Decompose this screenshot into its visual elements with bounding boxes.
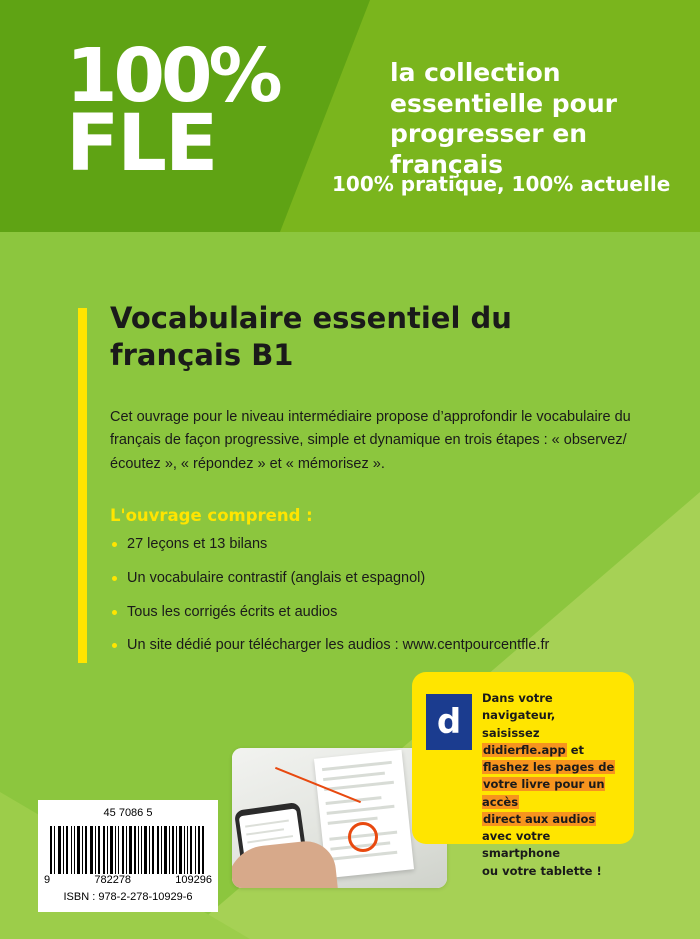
list-item: Tous les corrigés écrits et audios [112,602,652,624]
audio-access-callout [412,672,634,878]
callout-line-6: avec votre smartphone [482,829,561,861]
callout-line-1: Dans votre navigateur, [482,691,556,723]
header-subtitle: 100% pratique, 100% actuelle [332,172,671,196]
barcode-block [38,800,218,912]
list-item: 27 leçons et 13 bilans [112,534,652,556]
callout-line-4: votre livre pour un accès [482,777,605,809]
yellow-accent-bar [78,308,87,663]
isbn-text: ISBN : 978-2-278-10929-6 [63,891,193,903]
list-item: Un site dédié pour télécharger les audios : www.centpourcentfle.fr [112,635,652,657]
book-description: Cet ouvrage pour le niveau intermédiaire propose d’approfondir le vocabulaire du français de façon progressive, simple et dynamique en trois étapes : « observez/écoutez », « répondez » et « mémorisez ». [110,409,631,472]
barcode-digit-group-2: 782278 [94,874,132,886]
barcode-digits [44,874,212,886]
callout-line-2-a: saisissez [482,725,540,740]
book-title: Vocabulaire essentiel du français B1 [110,301,512,373]
callout-app-url: didierfle.app [483,742,566,757]
header-band [0,0,700,232]
barcode-digit-group-1: 9 [44,874,51,886]
didier-logo [426,694,472,750]
header-tagline: la collection essentielle pour progresser en français [390,58,617,179]
callout-text [482,690,624,880]
list-item: Un vocabulaire contrastif (anglais et espagnol) [112,568,652,590]
contents-heading: L'ouvrage comprend : [110,506,313,525]
brand-logo [66,33,279,189]
brand-logo-fle: FLE [66,98,217,189]
didier-logo-letter: d [436,702,462,742]
contents-list [112,534,652,669]
brand-logo-100: 100% [66,33,279,119]
barcode-bars [50,826,206,874]
barcode-digit-group-3: 109296 [175,874,212,886]
callout-line-5: direct aux audios [483,811,596,826]
callout-line-3: flashez les pages de [483,760,615,774]
scan-target-circle [348,822,378,852]
callout-line-2-c: et [566,742,585,757]
barcode-internal-code: 45 7086 5 [103,807,153,819]
callout-line-7: ou votre tablette ! [482,863,602,878]
